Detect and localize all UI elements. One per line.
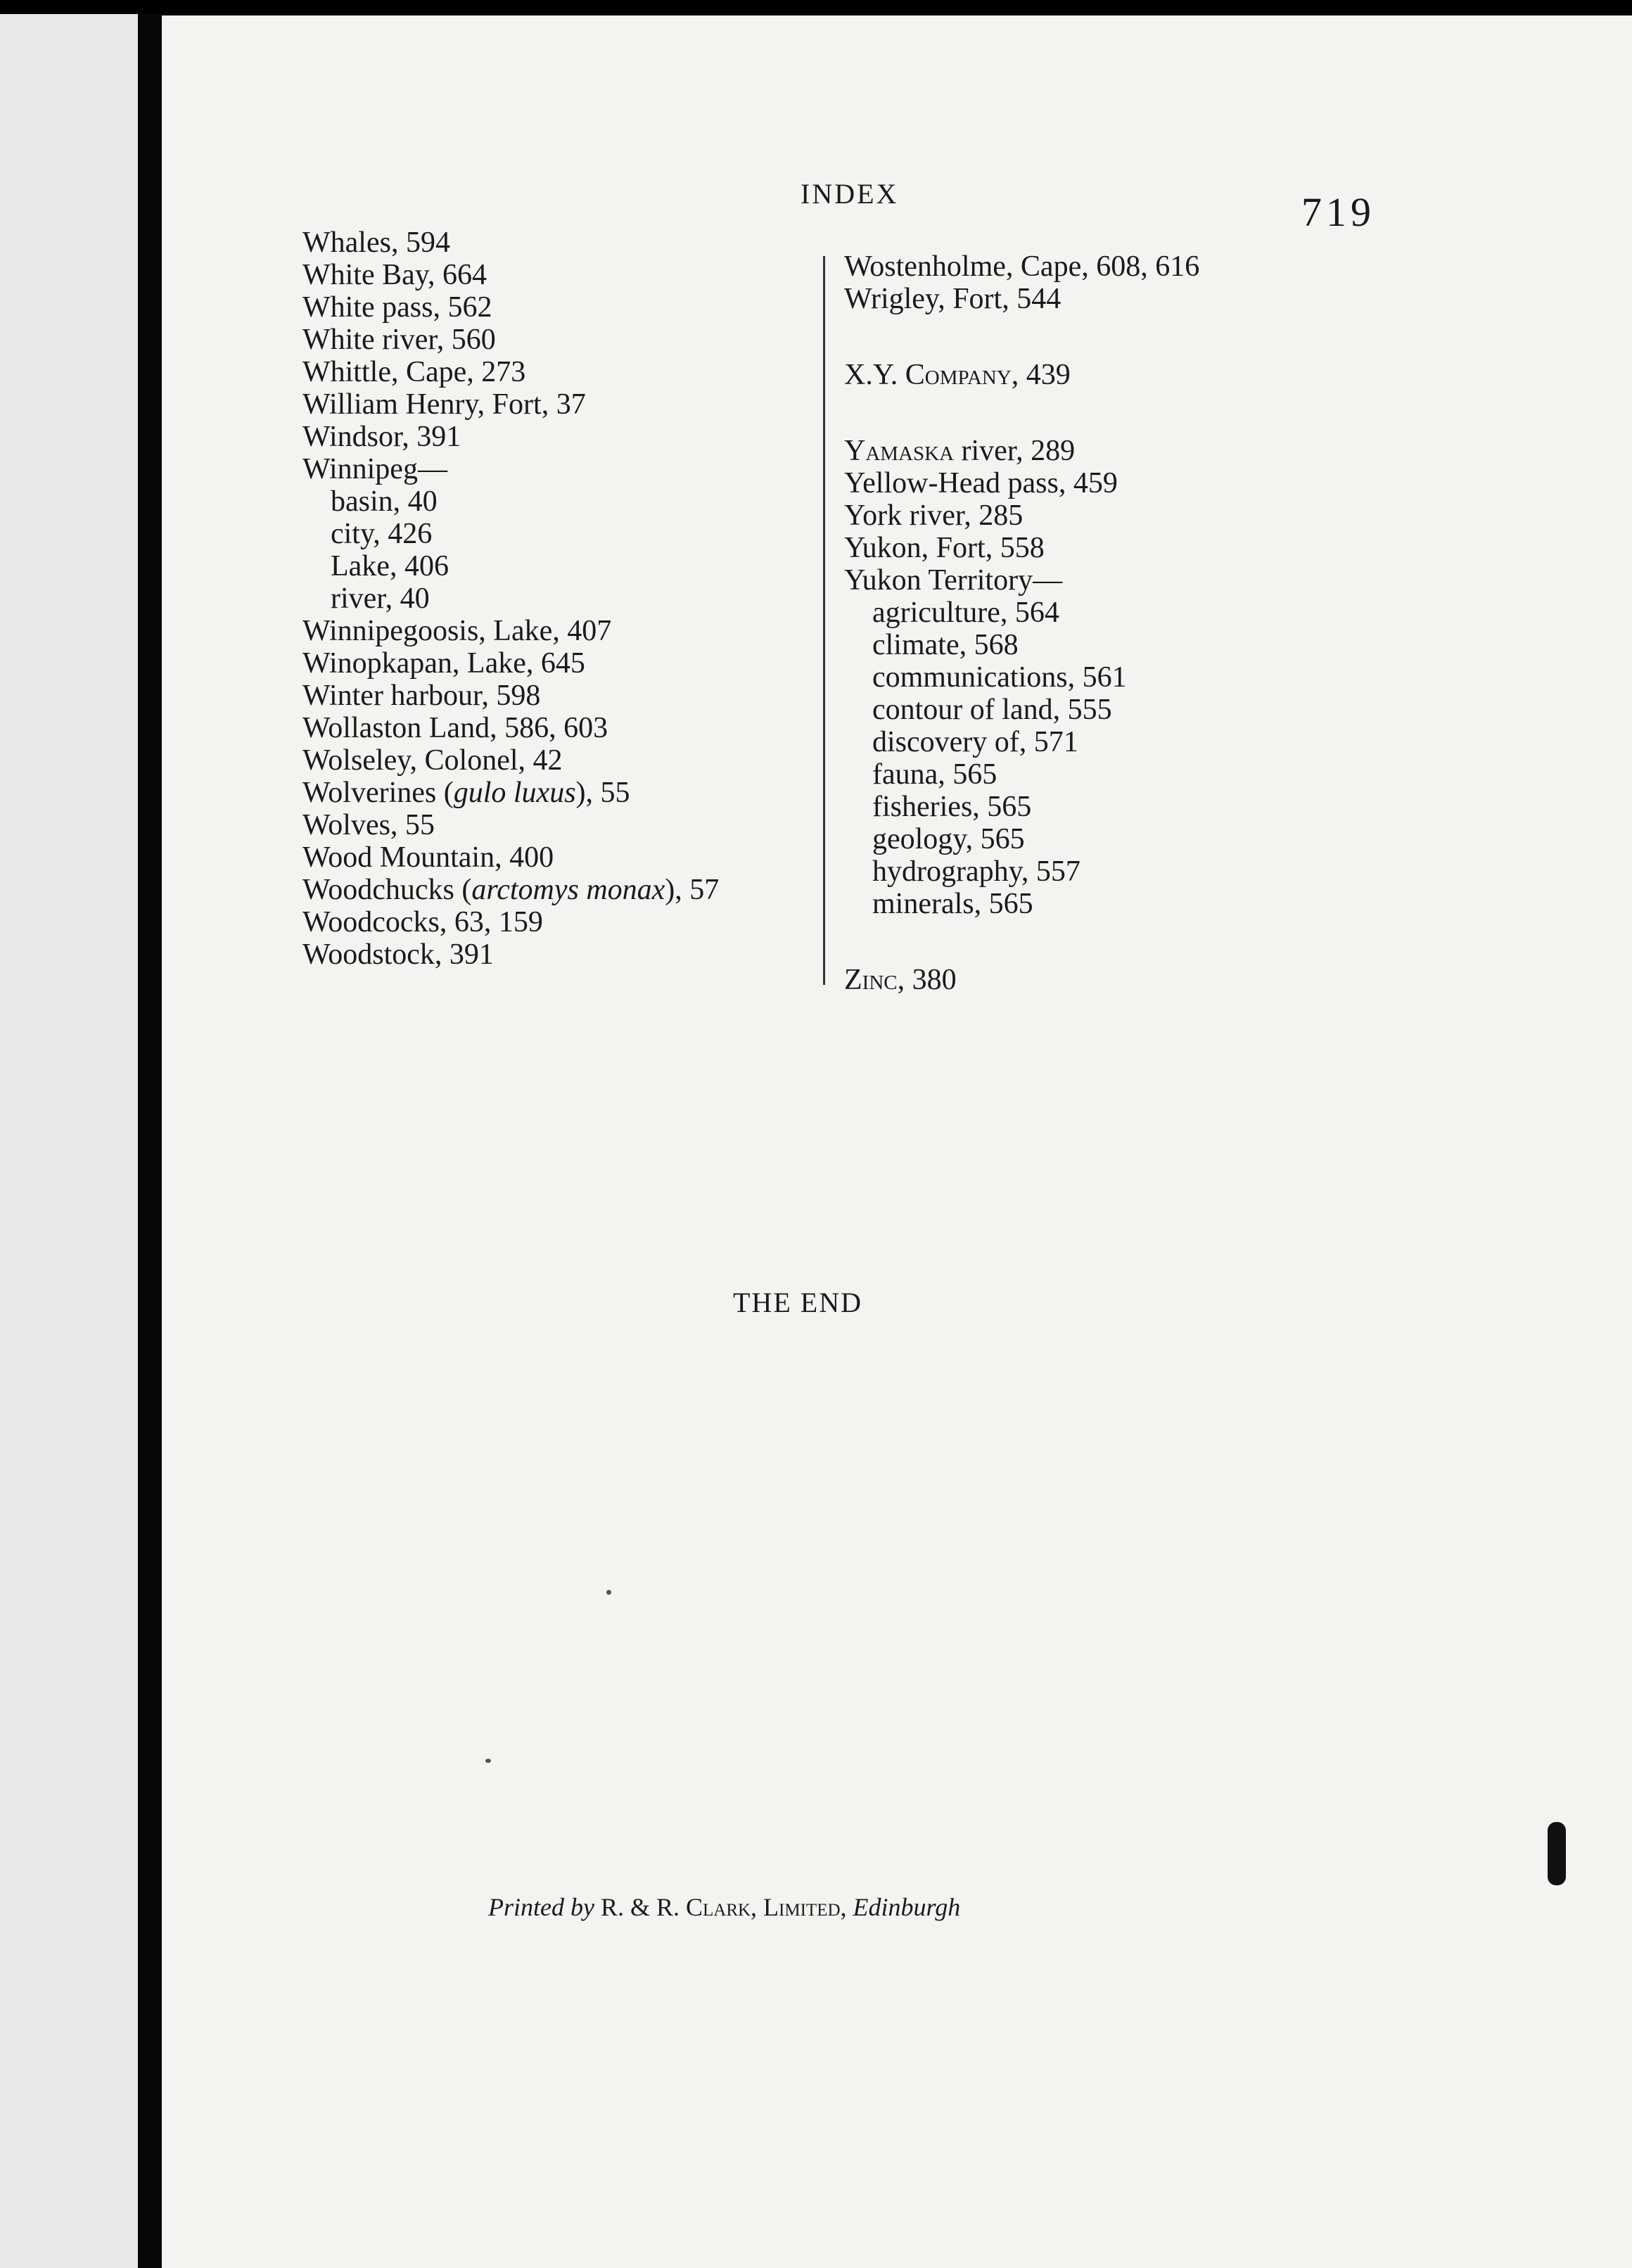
- index-entry: Yukon, Fort, 558: [844, 532, 1045, 564]
- index-column-left: [302, 227, 719, 971]
- index-entry: Whales, 594: [302, 227, 450, 259]
- index-entry: White pass, 562: [302, 291, 492, 324]
- index-entry: Winter harbour, 598: [302, 680, 541, 712]
- entry-latin-name: gulo luxus: [453, 777, 576, 809]
- index-subentry: geology, 565: [872, 823, 1025, 855]
- index-entry: Wrigley, Fort, 544: [844, 283, 1062, 315]
- entry-lead: Woodchucks (: [302, 874, 472, 906]
- paper-speck: [606, 1590, 611, 1595]
- paper-speck: [485, 1759, 491, 1763]
- index-entry: [302, 874, 719, 906]
- entry-tail: , 380: [897, 964, 957, 996]
- index-entry: William Henry, Fort, 37: [302, 388, 586, 421]
- letter-gap: [844, 920, 1199, 964]
- entry-small-caps: inc: [862, 964, 898, 996]
- index-entry: Winnipegoosis, Lake, 407: [302, 615, 612, 647]
- running-head: INDEX: [801, 178, 899, 210]
- index-entry: Winnipeg—: [302, 453, 447, 485]
- index-column-right: [844, 250, 1199, 996]
- index-entry: Yellow-Head pass, 459: [844, 467, 1118, 499]
- index-entry-y-first: [844, 435, 1199, 467]
- index-entry: Wostenholme, Cape, 608, 616: [844, 250, 1200, 283]
- the-end-heading: THE END: [733, 1287, 862, 1318]
- entry-tail: river, 289: [954, 435, 1076, 467]
- entry-small-caps: Company: [905, 359, 1012, 391]
- page-edge-tab: [1548, 1822, 1566, 1885]
- entry-tail: ), 57: [665, 874, 720, 906]
- index-subentry: Lake, 406: [331, 550, 449, 582]
- index-entry: Wolseley, Colonel, 42: [302, 744, 563, 777]
- index-entry-x: [844, 359, 1199, 391]
- index-subentry: communications, 561: [872, 661, 1127, 694]
- entry-small-caps: amaska: [865, 435, 955, 467]
- index-subentry: minerals, 565: [872, 888, 1033, 920]
- entry-lead: X.Y.: [844, 359, 905, 391]
- facing-page-edge: [0, 14, 141, 2268]
- index-entry: Wollaston Land, 586, 603: [302, 712, 608, 744]
- column-divider: [823, 256, 825, 985]
- index-entry: Wood Mountain, 400: [302, 841, 554, 874]
- printer-imprint: [488, 1892, 960, 1922]
- index-subentry: agriculture, 564: [872, 597, 1059, 629]
- page-number: 719: [1301, 189, 1375, 235]
- index-subentry: basin, 40: [331, 485, 438, 518]
- index-entry: White Bay, 664: [302, 259, 487, 291]
- index-subentry: fisheries, 565: [872, 791, 1032, 823]
- imprint-printed-by: Printed by: [488, 1893, 594, 1921]
- index-entry: Windsor, 391: [302, 421, 461, 453]
- index-entry: [302, 777, 719, 809]
- index-subentry: hydrography, 557: [872, 855, 1080, 888]
- index-subentry: discovery of, 571: [872, 726, 1078, 758]
- index-entry: Winopkapan, Lake, 645: [302, 647, 585, 680]
- index-entry: Woodcocks, 63, 159: [302, 906, 543, 938]
- index-entry: Wolves, 55: [302, 809, 435, 841]
- index-subentry: river, 40: [331, 582, 430, 615]
- index-entry: York river, 285: [844, 499, 1024, 532]
- entry-latin-name: arctomys monax: [471, 874, 665, 906]
- imprint-city: Edinburgh: [853, 1893, 961, 1921]
- index-subentry: contour of land, 555: [872, 694, 1112, 726]
- entry-lead: Z: [844, 964, 862, 996]
- entry-tail: , 439: [1011, 359, 1071, 391]
- entry-lead: Y: [844, 435, 866, 467]
- letter-gap: [844, 391, 1199, 435]
- index-entry: Whittle, Cape, 273: [302, 356, 526, 388]
- book-gutter: [138, 14, 162, 2268]
- index-entry: White river, 560: [302, 324, 496, 356]
- entry-tail: ), 55: [575, 777, 630, 809]
- index-subentry: fauna, 565: [872, 758, 997, 791]
- entry-lead: Wolverines (: [302, 777, 454, 809]
- imprint-printer: R. & R. Clark, Limited,: [600, 1893, 847, 1921]
- index-entry-z: [844, 964, 1199, 996]
- letter-gap: [844, 315, 1199, 359]
- index-entry: Yukon Territory—: [844, 564, 1063, 597]
- index-subentry: city, 426: [331, 518, 433, 550]
- index-entry: Woodstock, 391: [302, 938, 494, 971]
- index-subentry: climate, 568: [872, 629, 1019, 661]
- w-entries-group: [844, 250, 1199, 315]
